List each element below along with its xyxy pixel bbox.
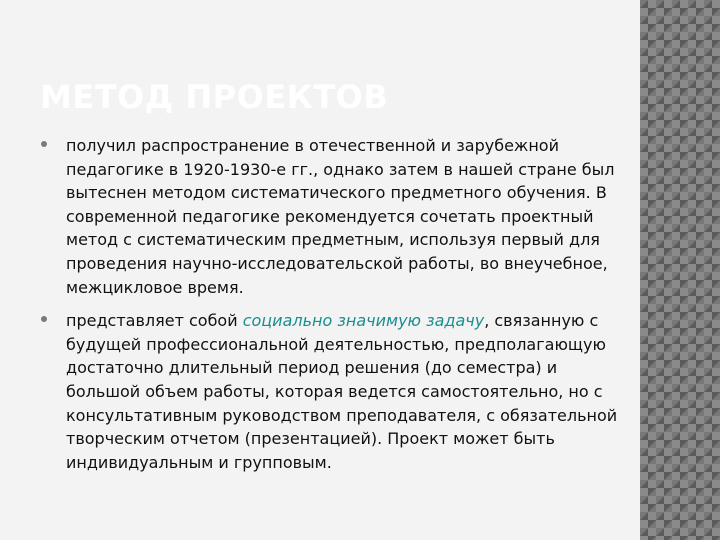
bullet-text-prefix: представляет собой	[66, 311, 243, 331]
bullet-icon	[41, 141, 47, 147]
bullet-text-suffix: , связанную с будущей профессиональной деятельностью, предполагающую достаточно длительный период решения (до семестра) и большой объем работы, которая ведется самостоятельно, но с консультативным руководством преподавателя, с обязательной творческим отчетом (презентацией). Проект может быть индивидуальным и групповым.	[66, 311, 618, 472]
bullet-list	[40, 134, 620, 484]
bullet-text: получил распространение в отечественной и зарубежной педагогике в 1920-1930-е гг., однако затем в нашей стране был вытеснен методом систематического предметного обучения. В современной педагогике рекомендуется сочетать проектный метод с систематическим предметным, используя первый для проведения научно-исследовательской работы, во внеучебное, межцикловое время.	[66, 136, 615, 297]
bullet-item	[40, 309, 620, 474]
emphasis-text: социально значимую задачу	[242, 311, 485, 331]
bullet-icon	[41, 316, 47, 322]
slide-title: МЕТОД ПРОЕКТОВ	[40, 78, 389, 116]
pattern-overlay	[640, 0, 720, 540]
decorative-pattern	[640, 0, 720, 540]
bullet-item	[40, 134, 620, 299]
